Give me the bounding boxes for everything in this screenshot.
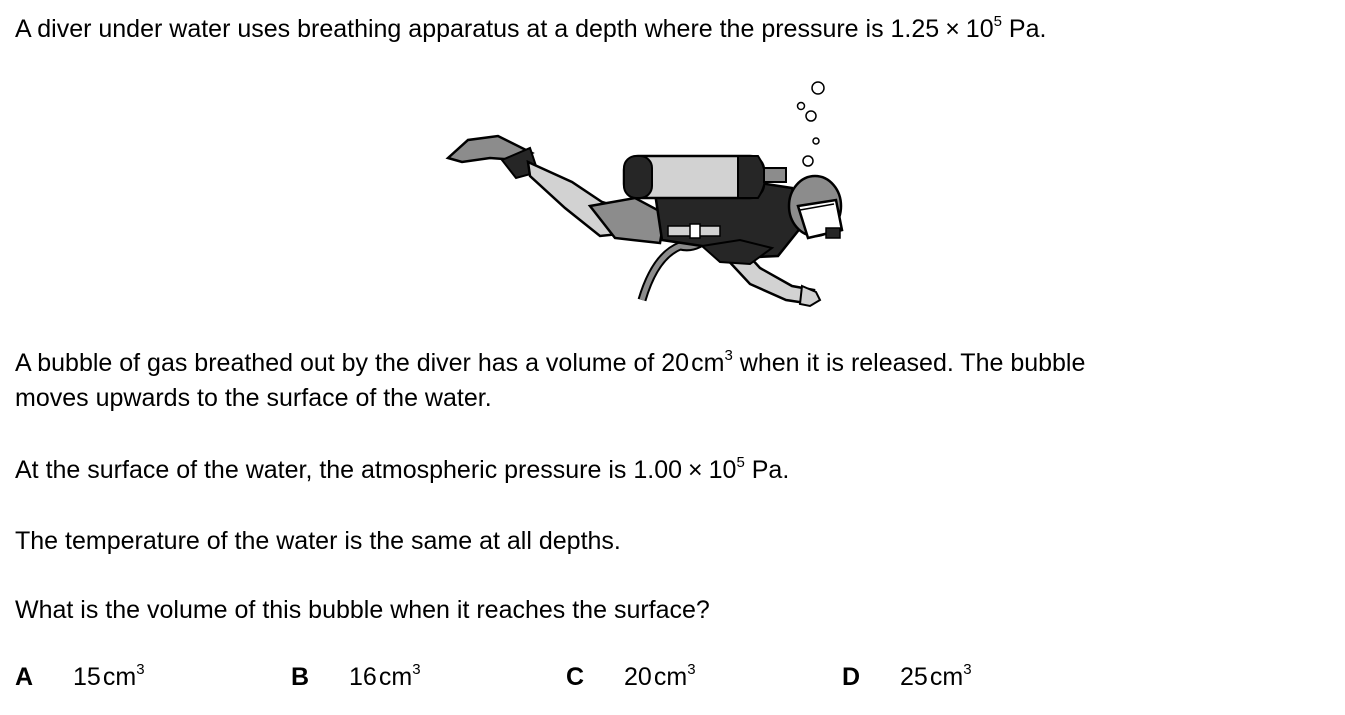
option-d[interactable] (842, 660, 972, 694)
surface-sentence (15, 453, 789, 487)
bubble-sentence-line-2: moves upwards to the surface of the water. (15, 384, 492, 412)
option-c[interactable] (566, 660, 696, 694)
intro-sentence (15, 12, 1046, 46)
bubble-icon (806, 111, 816, 121)
option-a[interactable] (15, 660, 145, 694)
surface-unit: Pa. (751, 456, 790, 484)
temperature-sentence: The temperature of the water is the same at all depths. (15, 527, 621, 555)
option-value: 25 (900, 663, 928, 691)
intro-unit: Pa. (1008, 15, 1047, 43)
option-value: 20 (624, 663, 652, 691)
surface-times-sign: × (688, 456, 703, 484)
surface-text: At the surface of the water, the atmospheric pressure is 1.00 (15, 456, 683, 484)
option-value: 15 (73, 663, 101, 691)
bubble-volume-exponent: 3 (724, 347, 733, 364)
option-letter: C (566, 663, 585, 691)
option-unit: cm (378, 663, 413, 691)
option-unit: cm (929, 663, 964, 691)
intro-exponent: 5 (993, 13, 1002, 30)
option-exponent: 3 (412, 661, 421, 678)
option-letter: A (15, 663, 34, 691)
question-text: What is the volume of this bubble when it reaches the surface? (15, 596, 710, 624)
scuba-diver-icon (440, 78, 850, 318)
bubble-icon (798, 103, 805, 110)
bubble-text-end: when it is released. The bubble (739, 349, 1086, 377)
intro-base: 10 (965, 15, 994, 43)
bubble-sentence-line-1 (15, 346, 1085, 380)
option-exponent: 3 (687, 661, 696, 678)
surface-exponent: 5 (736, 454, 745, 471)
intro-text: A diver under water uses breathing apparatus at a depth where the pressure is 1.25 (15, 15, 940, 43)
option-letter: D (842, 663, 861, 691)
bubble-volume-unit: cm (691, 349, 725, 377)
option-b[interactable] (291, 660, 421, 694)
option-unit: cm (653, 663, 688, 691)
option-exponent: 3 (963, 661, 972, 678)
bubble-icon (803, 156, 813, 166)
bubble-icon (812, 82, 824, 94)
option-exponent: 3 (136, 661, 145, 678)
surface-base: 10 (708, 456, 737, 484)
bubble-icon (813, 138, 819, 144)
option-letter: B (291, 663, 310, 691)
option-unit: cm (102, 663, 137, 691)
intro-times-sign: × (945, 15, 960, 43)
option-value: 16 (349, 663, 377, 691)
bubble-text: A bubble of gas breathed out by the diver has a volume of 20 (15, 349, 690, 377)
